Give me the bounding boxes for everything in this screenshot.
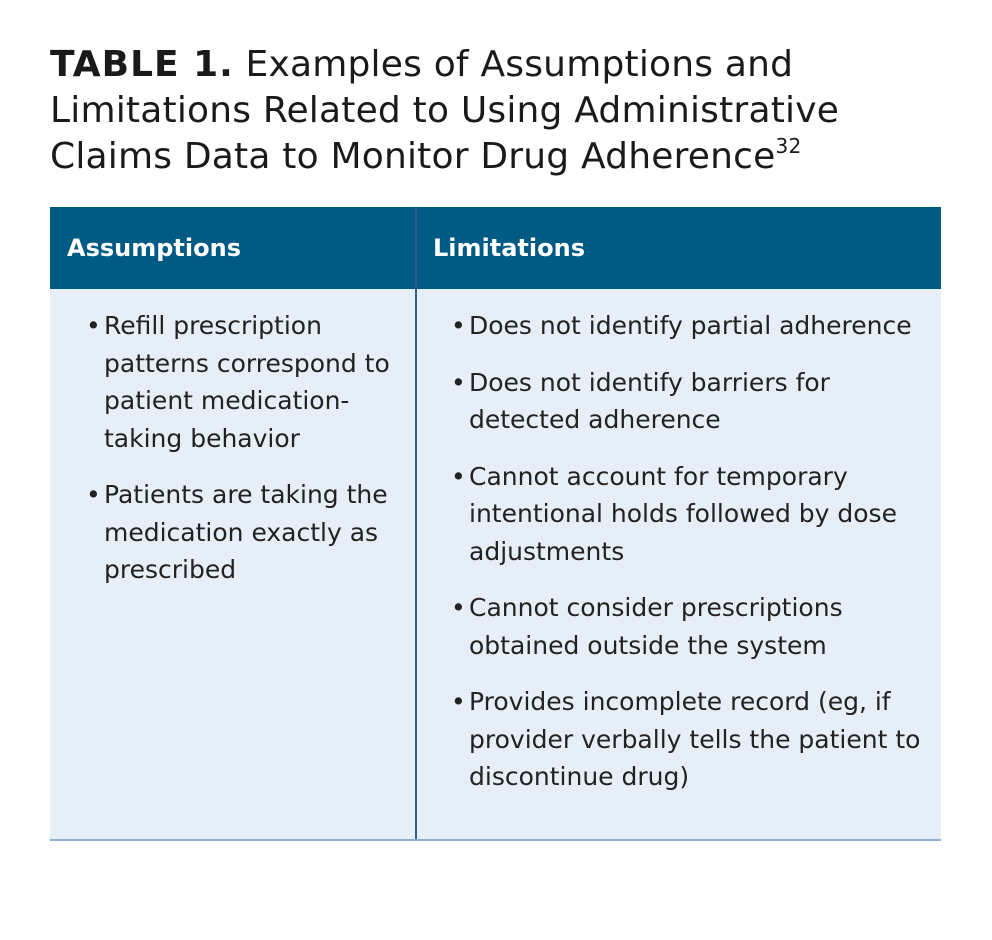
- list-item: [451, 589, 927, 664]
- bullet-icon: •: [451, 367, 466, 397]
- bullet-icon: •: [451, 593, 466, 622]
- assumptions-list: [86, 307, 401, 589]
- bullet-icon: •: [86, 480, 101, 509]
- list-item: [86, 476, 401, 589]
- list-item: [451, 364, 927, 439]
- table-label: TABLE 1.: [50, 44, 234, 85]
- header-assumptions: Assumptions: [67, 234, 241, 262]
- bullet-icon: •: [86, 311, 101, 340]
- list-item: [451, 683, 927, 796]
- bullet-icon: •: [451, 687, 466, 716]
- table-title: [50, 42, 950, 180]
- limitations-column: [417, 289, 941, 815]
- limitation-text: Cannot consider prescriptions obtained outside the system: [469, 593, 843, 660]
- limitation-text: Does not identify partial adherence: [469, 311, 912, 340]
- limitation-text: Does not identify barriers for detected adherence: [469, 367, 830, 434]
- list-item: [451, 307, 927, 345]
- list-item: [451, 458, 927, 571]
- limitations-list: [451, 307, 927, 796]
- assumption-text: Refill prescription patterns correspond to patient medication-taking behavior: [104, 311, 390, 453]
- table-title-text: Examples of Assumptions and Limitations Related to Using Administrative Claims Data to Monitor Drug Adherence: [50, 44, 840, 177]
- assumptions-limitations-table: [50, 207, 941, 841]
- assumption-text: Patients are taking the medication exactly as prescribed: [104, 480, 388, 584]
- reference-superscript: 32: [775, 134, 802, 158]
- assumptions-column: [50, 289, 415, 608]
- bullet-icon: •: [451, 311, 466, 340]
- bullet-icon: •: [451, 461, 466, 491]
- table-header-row: [50, 207, 941, 289]
- limitation-text: Provides incomplete record (eg, if provider verbally tells the patient to discontinue drug): [469, 687, 921, 791]
- list-item: [86, 307, 401, 457]
- limitation-text: Cannot account for temporary intentional holds followed by dose adjustments: [469, 461, 897, 566]
- header-limitations: Limitations: [433, 234, 585, 262]
